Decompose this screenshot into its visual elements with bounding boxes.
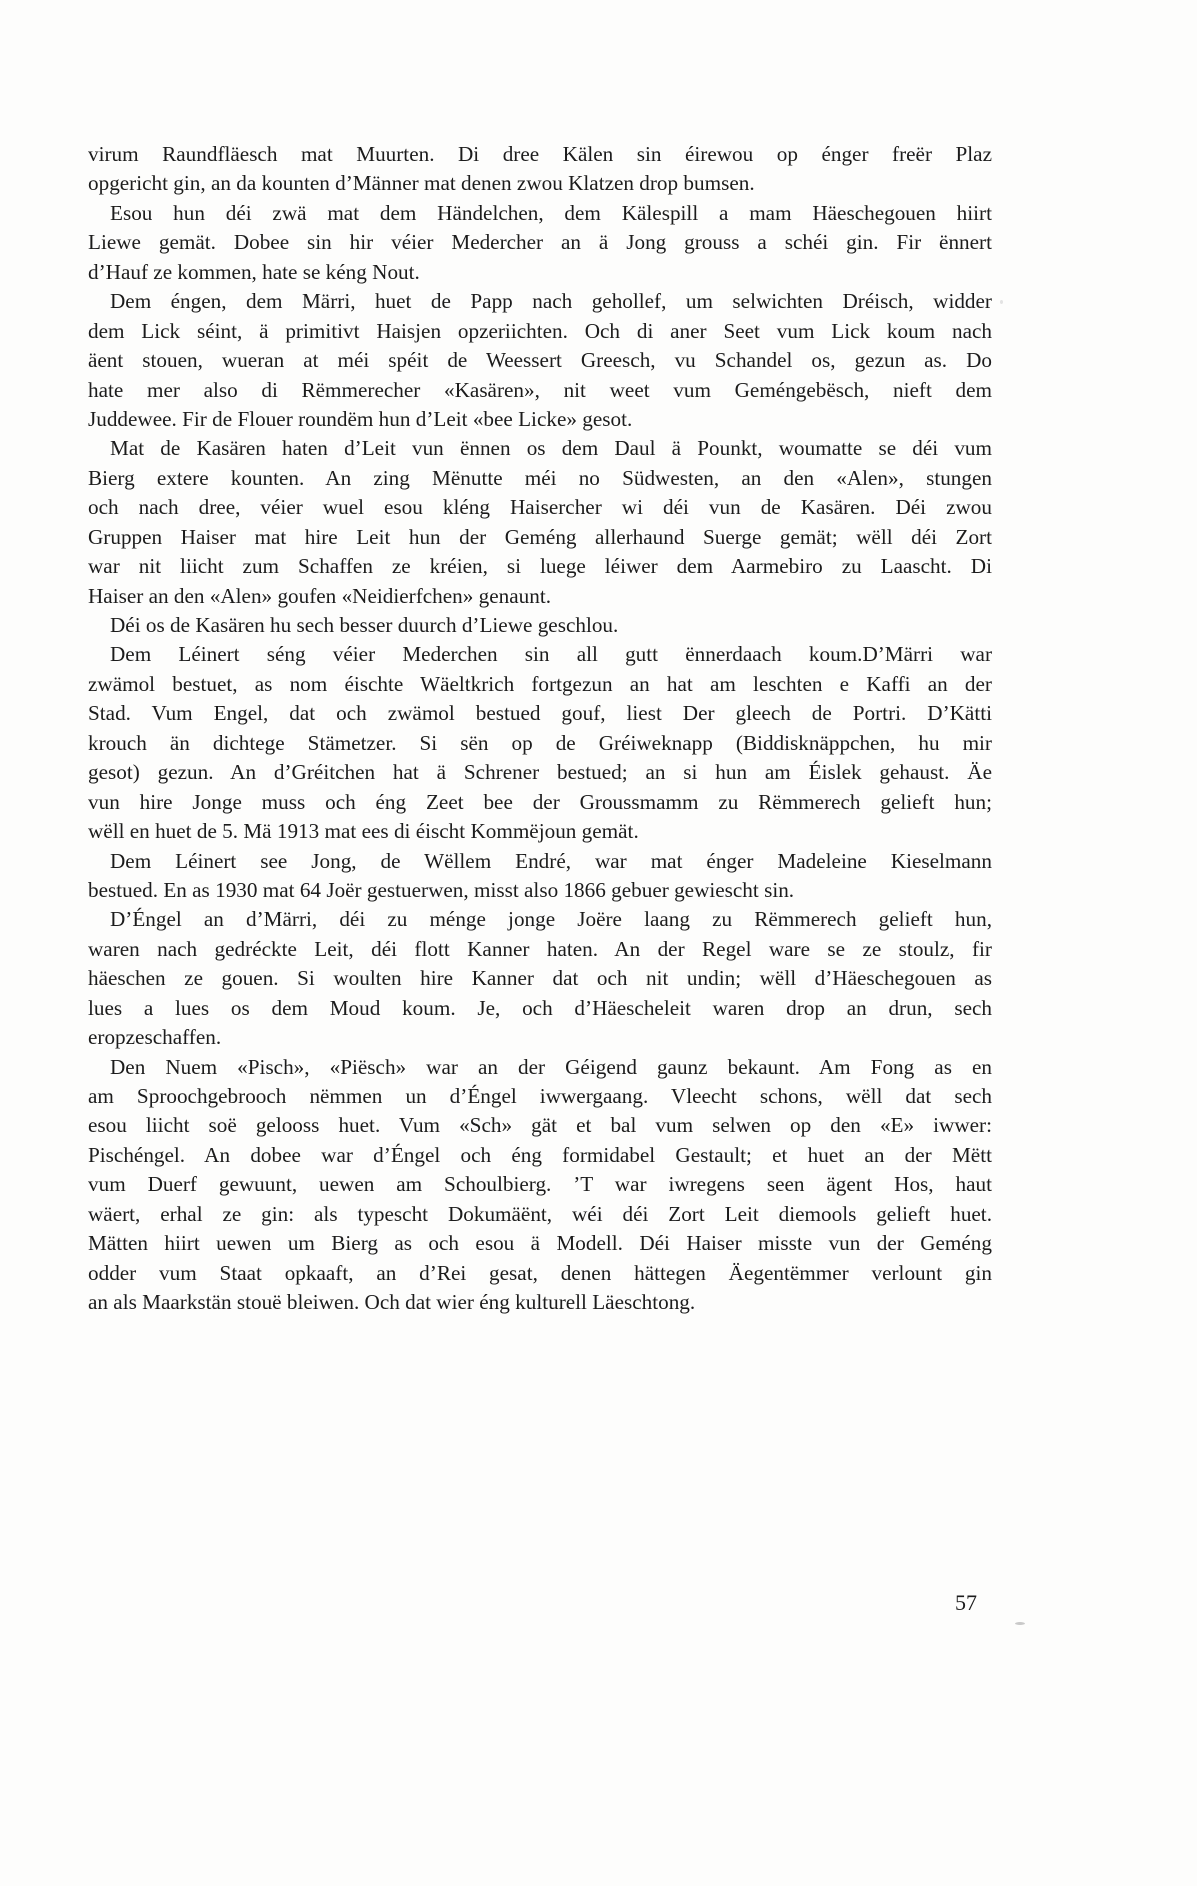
text-line: vun hire Jonge muss och éng Zeet bee der Groussmamm zu Rëmmerech gelieft hun; [88, 789, 992, 814]
text-line: Dem Léinert see Jong, de Wëllem Endré, war mat énger Madeleine Kieselmann [110, 848, 992, 873]
text-line: Den Nuem «Pisch», «Piësch» war an der Géigend gaunz bekaunt. Am Fong as en [110, 1054, 992, 1079]
text-line: Dem Léinert séng véier Mederchen sin all gutt ënnerdaach koum.D’Märri war [110, 642, 992, 667]
body-text [88, 140, 992, 1318]
text-line: Gruppen Haiser mat hire Leit hun der Geméng allerhaund Suerge gemät; wëll déi Zort [88, 524, 992, 549]
text-line: an als Maarkstän stouë bleiwen. Och dat wier éng kulturell Läeschtong. [88, 1290, 696, 1315]
text-line: wäert, erhal ze gin: als typescht Dokumäënt, wéi déi Zort Leit diemools gelieft huet. [88, 1201, 992, 1226]
text-line: eropzeschaffen. [88, 1025, 222, 1050]
text-line: Bierg extere kounten. An zing Mënutte méi no Südwesten, an den «Alen», stungen [88, 465, 992, 490]
text-line: vum Duerf gewuunt, uewen am Schoulbierg. ’T war iwregens seen ägent Hos, haut [88, 1172, 992, 1197]
text-line: Liewe gemät. Dobee sin hir véier Medercher an ä Jong grouss a schéi gin. Fir ënnert [88, 230, 992, 255]
text-line: krouch än dichtege Stämetzer. Si sën op de Gréiweknapp (Biddisknäppchen, hu mir [88, 730, 992, 755]
text-line: odder vum Staat opkaaft, an d’Rei gesat, denen hättegen Äegentëmmer verlount gin [88, 1260, 992, 1285]
text-line: virum Raundfläesch mat Muurten. Di dree Kälen sin éirewou op énger freër Plaz [88, 142, 992, 166]
text-line: Juddewee. Fir de Flouer roundëm hun d’Leit «bee Licke» gesot. [88, 406, 633, 431]
text-line: Haiser an den «Alen» goufen «Neidierfchen» genaunt. [88, 583, 552, 608]
text-line: äent stouen, wueran at méi spéit de Weessert Greesch, vu Schandel os, gezun as. Do [88, 348, 992, 373]
text-line: war nit liicht zum Schaffen ze kréien, si luege léiwer dem Aarmebiro zu Laascht. Di [88, 554, 992, 579]
text-line: häeschen ze gouen. Si woulten hire Kanner dat och nit undin; wëll d’Häeschegouen as [88, 966, 992, 991]
text-line: D’Éngel an d’Märri, déi zu ménge jonge Joëre laang zu Rëmmerech gelieft hun, [110, 907, 992, 932]
text-line: esou liicht soë gelooss huet. Vum «Sch» gät et bal vum selwen op den «E» iwwer: [88, 1113, 992, 1138]
text-line: wëll en huet de 5. Mä 1913 mat ees di éischt Kommëjoun gemät. [88, 819, 639, 844]
text-line: zwämol bestuet, as nom éischte Wäeltkrich fortgezun an hat am leschten e Kaffi an der [88, 671, 992, 696]
text-line: Dem éngen, dem Märri, huet de Papp nach gehollef, um selwichten Dréisch, widder [110, 289, 992, 314]
text-line: opgericht gin, an da kounten d’Männer mat denen zwou Klatzen drop bumsen. [88, 171, 755, 196]
scan-speck [1000, 300, 1003, 304]
text-line: d’Hauf ze kommen, hate se kéng Nout. [88, 259, 420, 284]
page-number: 57 [955, 1590, 977, 1615]
text-line: Pischéngel. An dobee war d’Éngel och éng formidabel Gestault; et huet an der Mëtt [88, 1142, 992, 1167]
text-line: dem Lick séint, ä primitivt Haisjen opzeriichten. Och di aner Seet vum Lick koum nach [88, 318, 992, 343]
text-line: Mat de Kasären haten d’Leit vun ënnen os dem Daul ä Pounkt, woumatte se déi vum [110, 436, 992, 461]
text-line: och nach dree, véier wuel esou kléng Haisercher wi déi vun de Kasären. Déi zwou [88, 495, 992, 520]
text-line: hate mer also di Rëmmerecher «Kasären», nit weet vum Geméngebësch, nieft dem [88, 377, 992, 402]
text-line: Stad. Vum Engel, dat och zwämol bestued gouf, liest Der gleech de Portri. D’Kätti [88, 701, 992, 726]
text-line: gesot) gezun. An d’Gréitchen hat ä Schrener bestued; an si hun am Éislek gehaust. Äe [88, 760, 992, 785]
text-line: bestued. En as 1930 mat 64 Joër gestuerwen, misst also 1866 gebuer gewiescht sin. [88, 877, 795, 902]
text-line: waren nach gedréckte Leit, déi flott Kanner haten. An der Regel ware se ze stoulz, fir [88, 936, 992, 961]
text-line: Déi os de Kasären hu sech besser duurch d’Liewe geschlou. [110, 613, 619, 637]
text-line: Esou hun déi zwä mat dem Händelchen, dem Kälespill a mam Häeschegouen hiirt [110, 200, 992, 225]
text-line: lues a lues os dem Moud koum. Je, och d’Häescheleit waren drop an drun, sech [88, 995, 992, 1020]
text-line: am Sproochgebrooch nëmmen un d’Éngel iwwergaang. Vleecht schons, wëll dat sech [88, 1084, 992, 1108]
text-line: Mätten hiirt uewen um Bierg as och esou ä Modell. Déi Haiser misste vun der Geméng [88, 1231, 992, 1256]
scan-speck [1015, 1622, 1025, 1625]
